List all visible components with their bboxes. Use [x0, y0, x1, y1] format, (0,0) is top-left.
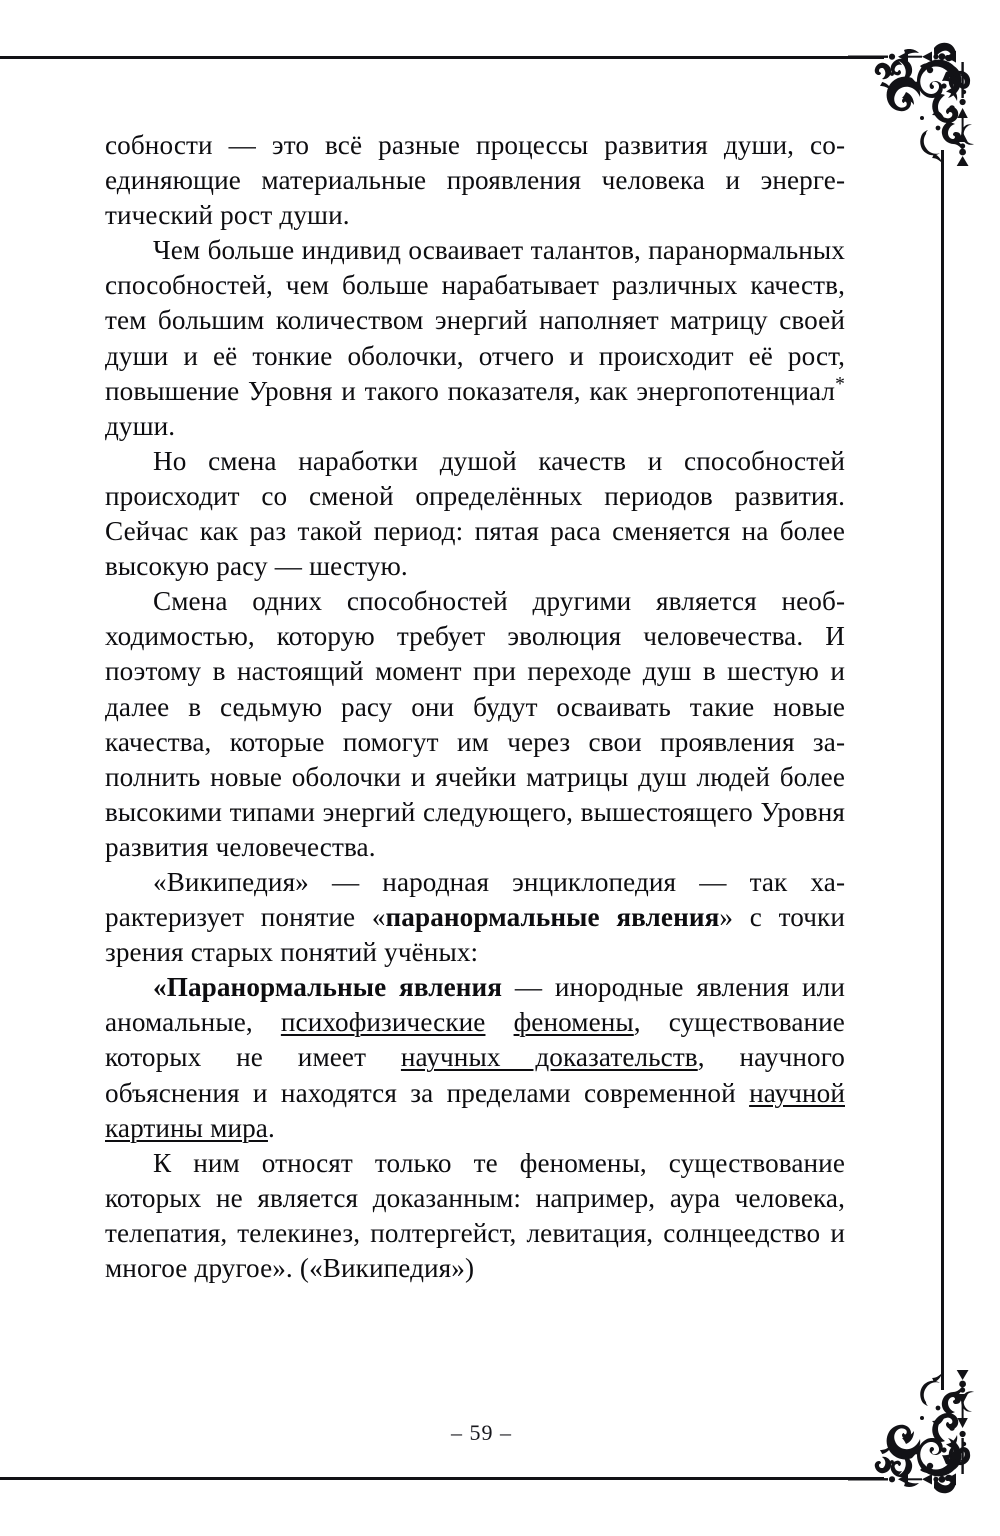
emphasis-bold: паранормальные явления: [385, 902, 720, 933]
text-run: Но смена наработки душой качеств и способностей происходит со сменой определённых периодов развития. Сейчас как раз такой период: пятая раса сменяется на более высокую расу — шестую.: [105, 445, 845, 582]
body-text-column: [105, 128, 845, 1286]
text-run: .: [267, 1112, 275, 1143]
body-paragraph: [105, 1146, 845, 1286]
floral-corner-ornament-top-right: [848, 22, 998, 172]
text-run: Смена одних способностей другими является необходимостью, которую требует эволюция человечества. И поэтому в настоящий момент при переходе душ в шестую и далее в седьмую расу они будут осваивать такие новые качества, которые помогут им через свои проявления заполнить новые оболочки и ячейки матрицы душ людей более высокими типами энергий следующего, вышестоящего Уровня развития человечества.: [105, 586, 845, 862]
border-rule-bottom: [0, 1477, 884, 1480]
text-run: » с точки зрения старых понятий учёных:: [105, 902, 845, 968]
body-paragraph: [105, 128, 845, 233]
text-run: Чем больше индивид осваивает талантов, паранормальных способностей, чем больше нарабатывает различных качеств, тем большим количеством энергий наполняет матрицу своей души и её тонкие оболочки, отчего и происходит её рост, повышение Уровня и такого показателя, как энергопотенциал: [105, 235, 845, 406]
underlined-term: феномены: [513, 1007, 634, 1038]
emphasis-bold: «Паранормальные явления: [153, 972, 503, 1003]
page-number: – 59 –: [451, 1420, 512, 1445]
underlined-term: психофизические: [280, 1007, 486, 1038]
text-run: , научного объяснения и находятся за пределами современной: [105, 1042, 845, 1108]
text-run: души.: [105, 410, 176, 441]
border-rule-right: [941, 150, 944, 1390]
text-run: , существование которых не имеет: [105, 1007, 845, 1073]
text-run: К ним относят только те феномены, существование которых не является доказанным: например, аура человека, телепатия, телекинез, полтергейст, левитация, солнцеедство и многое другое». («Википедия»): [105, 1147, 845, 1283]
text-run: «Википедия» — народная энциклопедия — так характеризует понятие «: [105, 866, 845, 933]
body-paragraph: [105, 233, 845, 444]
body-paragraph: [105, 444, 845, 584]
footnote-marker: *: [835, 373, 845, 395]
underlined-term: научной картины мира: [105, 1077, 845, 1143]
text-run: — инородные явления или аномальные,: [105, 972, 845, 1038]
underlined-term: научных доказательств: [400, 1042, 698, 1073]
body-paragraph: [105, 865, 845, 970]
text-run: [485, 1007, 513, 1037]
border-rule-top: [0, 56, 884, 59]
text-run: собности — это всё разные процессы развития души, соединяющие материальные проявления человека и энергетический рост души.: [105, 130, 845, 231]
body-paragraph: [105, 584, 845, 865]
body-paragraph: [105, 970, 845, 1145]
